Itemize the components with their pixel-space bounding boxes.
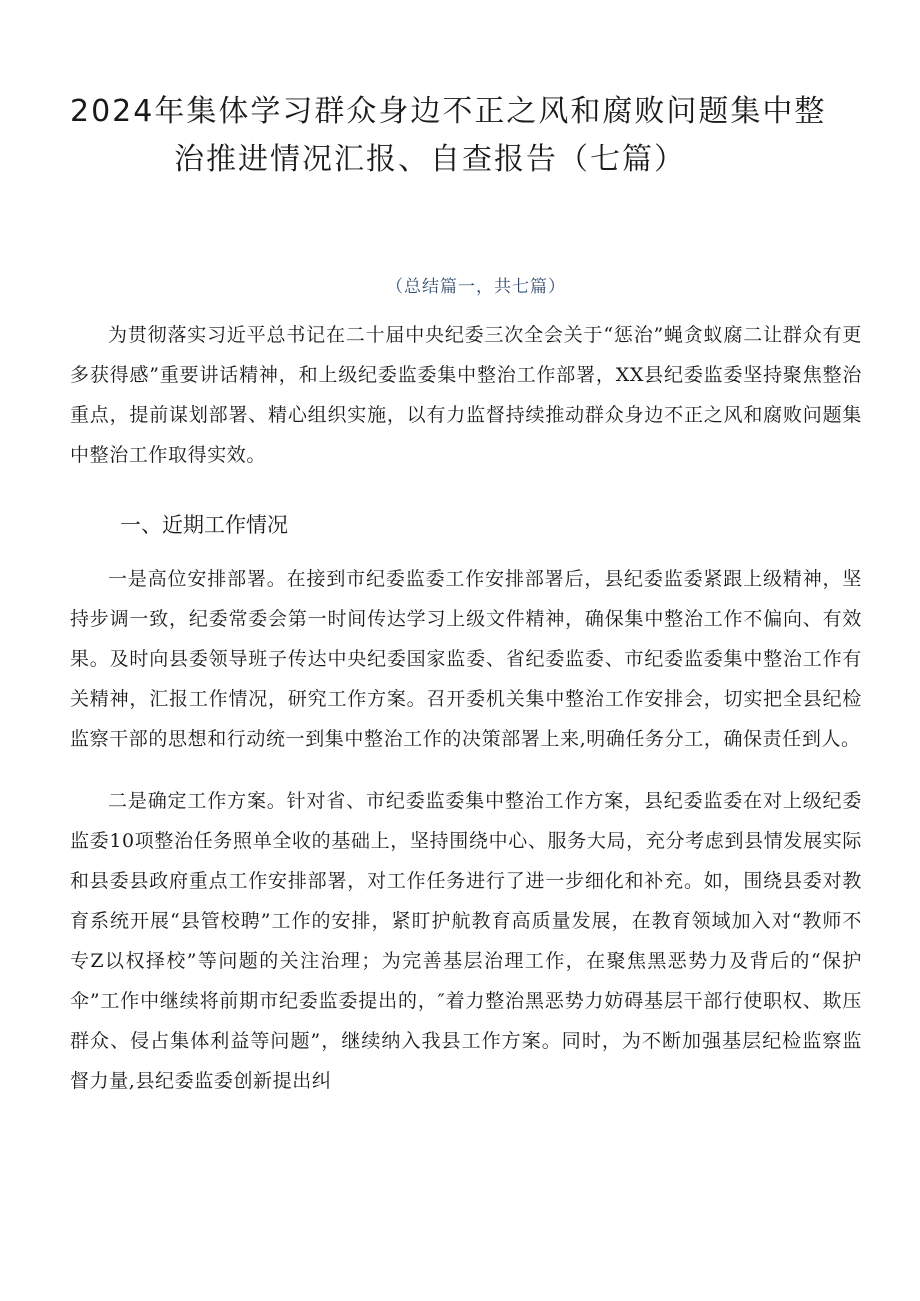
intro-paragraph: 为贯彻落实习近平总书记在二十届中央纪委三次全会关于“惩治”蝇贪蚁腐二让群众有更多获得感”重要讲话精神，和上级纪委监委集中整治工作部署，XX县纪委监委坚持聚焦整治重点，提前谋划部署、精心组织实施，以有力监督持续推动群众身边不正之风和腐败问题集中整治工作取得实效。	[70, 324, 862, 466]
section-heading: 一、近期工作情况	[120, 513, 288, 537]
body-paragraph-2: 二是确定工作方案。针对省、市纪委监委集中整治工作方案，县纪委监委在对上级纪委监委10项整治任务照单全收的基础上，坚持围绕中心、服务大局，充分考虑到县情发展实际和县委县政府重点工作安排部署，对工作任务进行了进一步细化和补充。如，围绕县委对教育系统开展“县管校聘”工作的安排，紧盯护航教育高质量发展，在教育领域加入对“教师不专Z以权择校”等问题的关注治理；为完善基层治理工作，在聚焦黑恶势力及背后的“保护伞”工作中继续将前期市纪委监委提出的，″着力整治黑恶势力妨碍基层干部行使职权、欺压群众、侵占集体利益等问题”，继续纳入我县工作方案。同时，为不断加强基层纪检监察监督力量,县纪委监委创新提出纠	[70, 790, 862, 1092]
body-paragraph-1: 一是高位安排部署。在接到市纪委监委工作安排部署后，县纪委监委紧跟上级精神，坚持步调一致，纪委常委会第一时间传达学习上级文件精神，确保集中整治工作不偏向、有效果。及时向县委领导班子传达中央纪委国家监委、省纪委监委、市纪委监委集中整治工作有关精神，汇报工作情况，研究工作方案。召开委机关集中整治工作安排会，切实把全县纪检监察干部的思想和行动统一到集中整治工作的决策部署上来,明确任务分工，确保责任到人。	[70, 568, 862, 750]
title-line-1: 2024年集体学习群众身边不正之风和腐败问题集中整	[70, 94, 827, 129]
document-subtitle: （总结篇一，共七篇）	[386, 277, 566, 297]
title-line-2: 治推进情况汇报、自查报告（七篇）	[174, 142, 686, 177]
document-title	[70, 88, 862, 184]
